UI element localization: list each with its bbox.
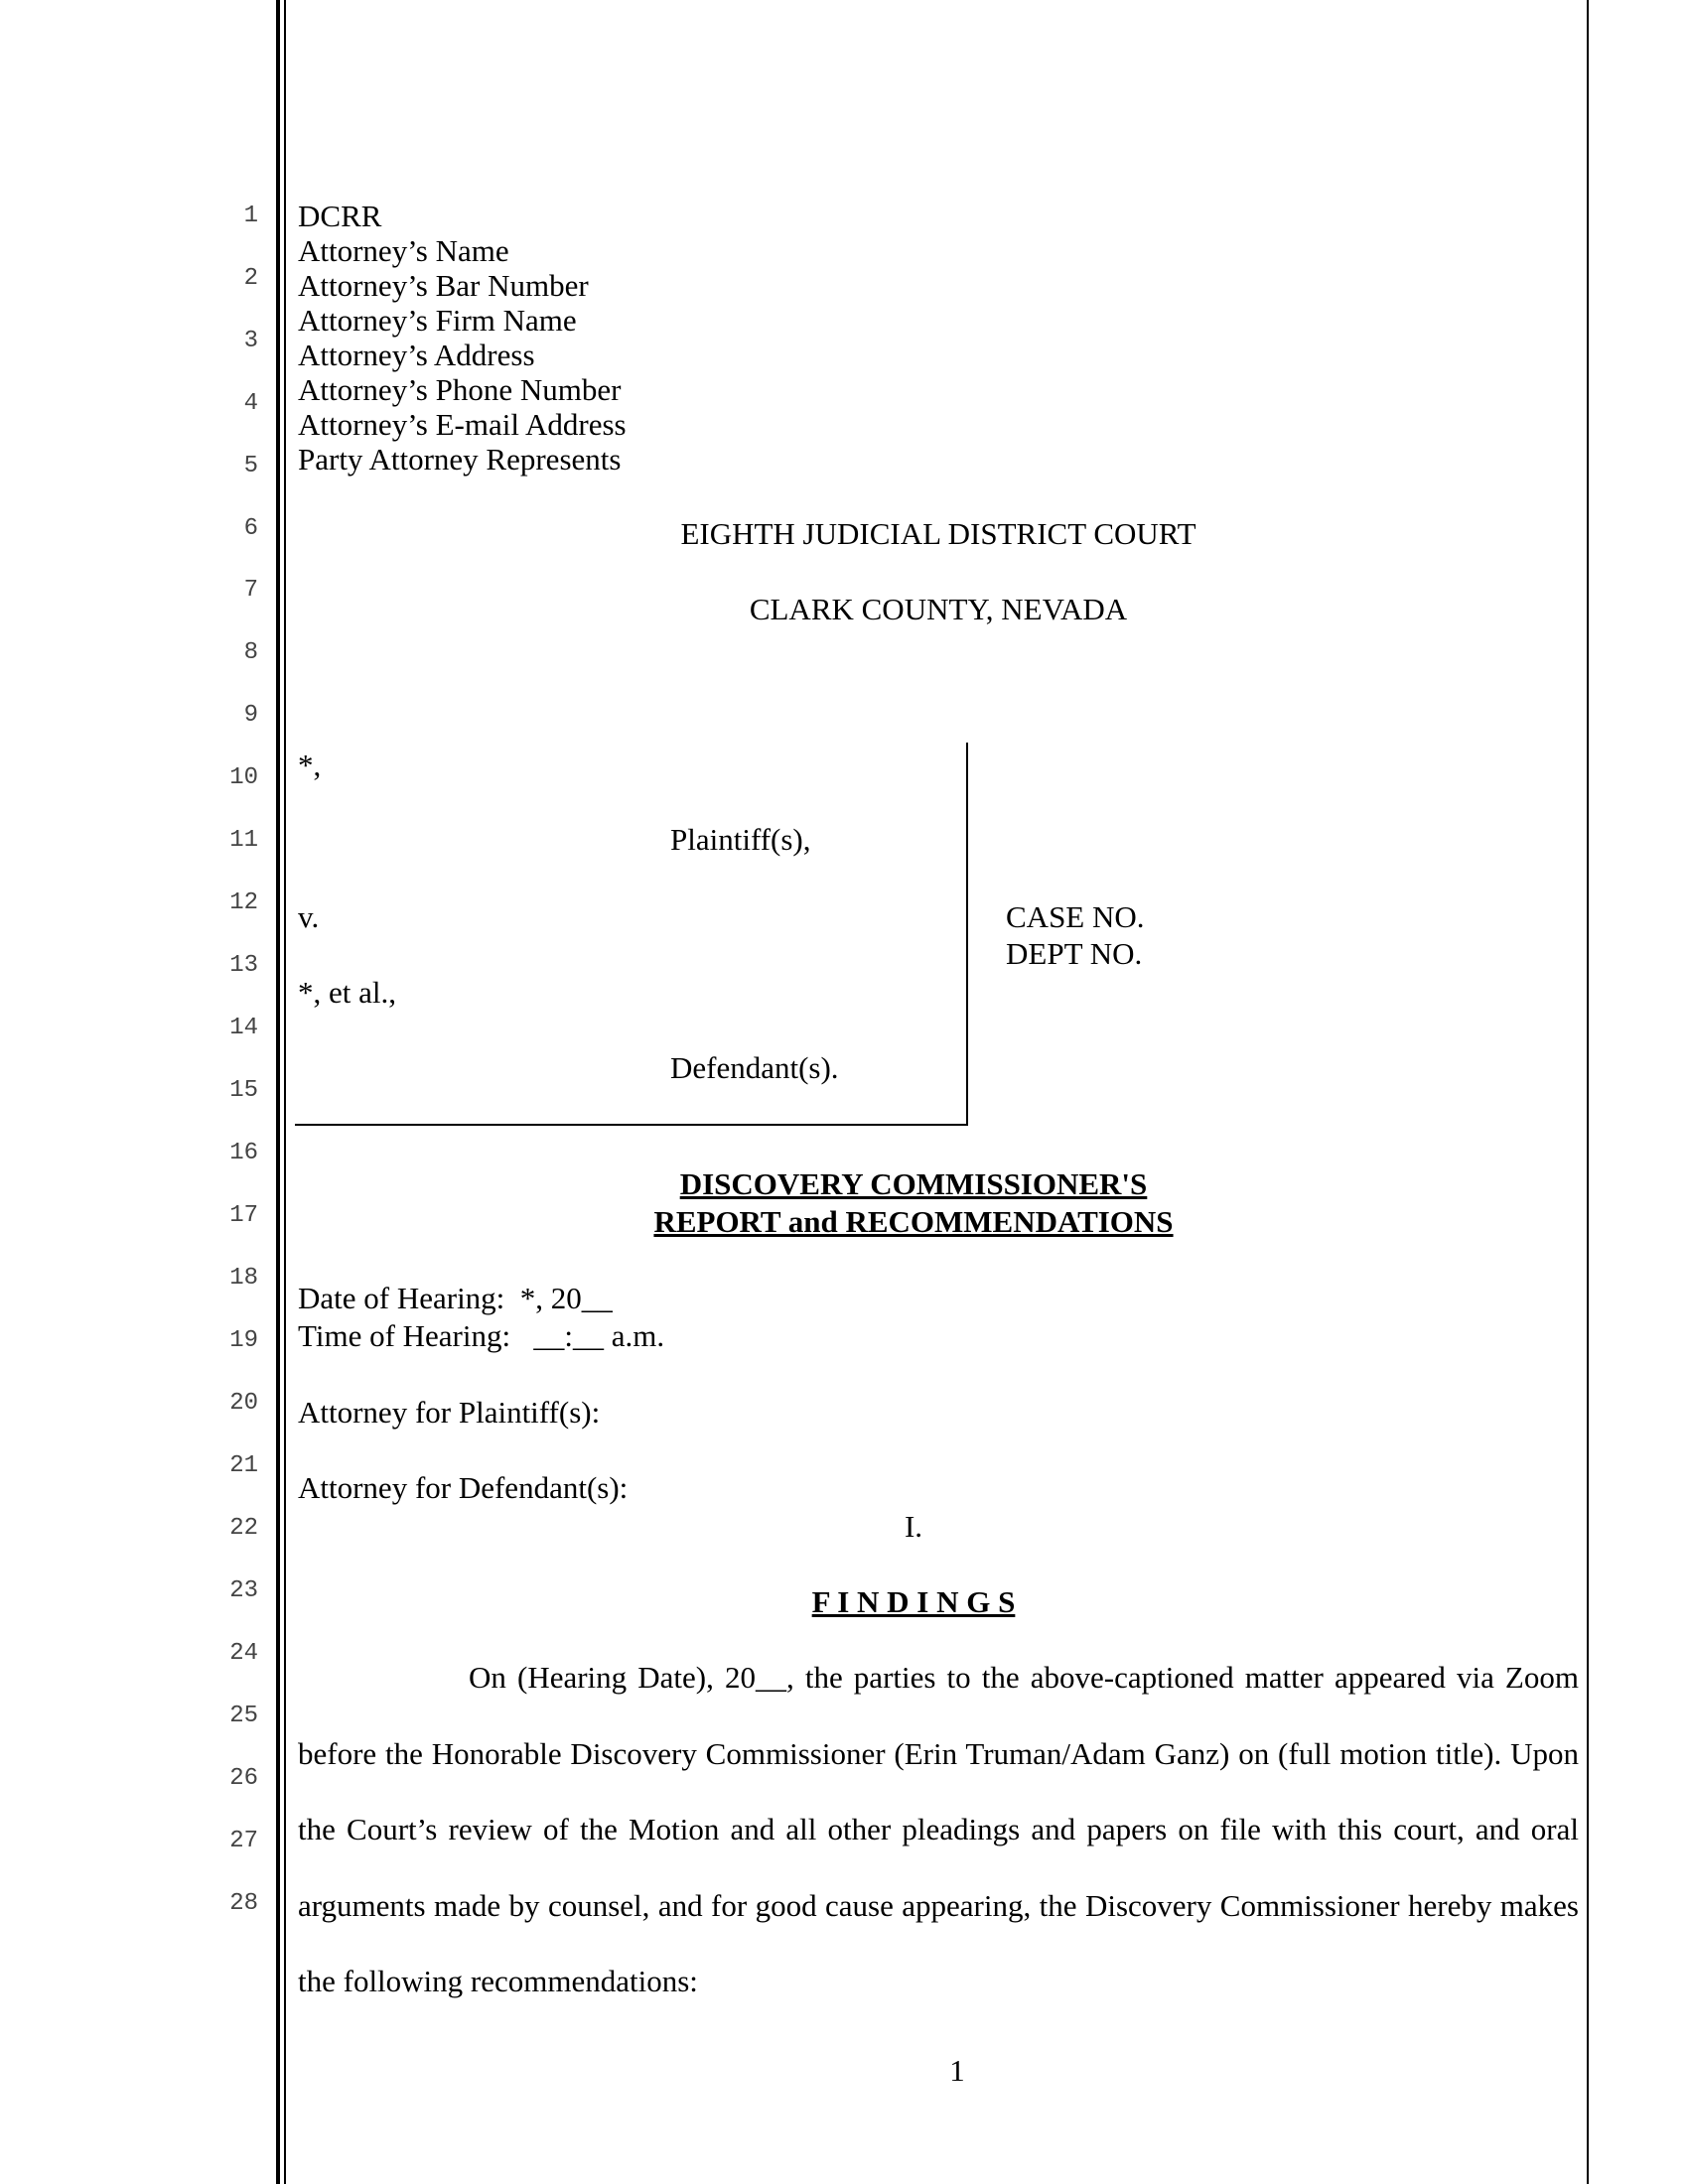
line-number: 27 [229, 1828, 258, 1854]
left-margin-rule-outer [276, 0, 280, 2184]
defendant-label: Defendant(s). [670, 1050, 839, 1085]
document-title-line-1: DISCOVERY COMMISSIONER'S [679, 1166, 1148, 1201]
attorney-phone: Attorney’s Phone Number [298, 372, 622, 407]
left-margin-rule-inner [284, 0, 286, 2184]
line-number: 14 [229, 1015, 258, 1041]
line-number: 10 [229, 764, 258, 791]
right-margin-rule [1587, 0, 1589, 2184]
line-number: 12 [229, 889, 258, 916]
attorney-email: Attorney’s E-mail Address [298, 407, 627, 442]
case-number-label: CASE NO. [1006, 899, 1145, 934]
line-number: 16 [229, 1140, 258, 1166]
line-number: 26 [229, 1765, 258, 1792]
plaintiff-label: Plaintiff(s), [670, 822, 811, 857]
line-number: 22 [229, 1515, 258, 1542]
line-number: 24 [229, 1640, 258, 1667]
attorney-name: Attorney’s Name [298, 233, 509, 268]
line-number: 21 [229, 1452, 258, 1479]
findings-text: On (Hearing Date), 20__, the parties to the above-captioned matter appeared via Zoom before the Honorable Discovery Commissioner (Erin Truman/Adam Ganz) on (full motion title). Upon the Court’s review of the Motion and all other pleadings and papers on file with this court, and oral arguments made by counsel, and for good cause appearing, the Discovery Commissioner hereby makes the following recommendations: [298, 1660, 1579, 1998]
caption-vertical-rule [966, 743, 968, 1126]
document-code: DCRR [298, 199, 382, 233]
line-number: 28 [229, 1890, 258, 1917]
line-number: 5 [243, 453, 258, 479]
line-number: 7 [243, 577, 258, 604]
versus: v. [298, 899, 320, 934]
caption-bottom-rule [295, 1124, 968, 1126]
attorney-bar-number: Attorney’s Bar Number [298, 268, 589, 303]
line-number: 20 [229, 1390, 258, 1417]
line-number: 2 [243, 265, 258, 292]
page-number: 1 [949, 2053, 965, 2088]
attorney-address: Attorney’s Address [298, 338, 535, 372]
hearing-time: Time of Hearing: __:__ a.m. [298, 1318, 665, 1353]
line-number: 9 [243, 702, 258, 729]
dept-number-label: DEPT NO. [1006, 936, 1143, 971]
line-number: 25 [229, 1703, 258, 1729]
line-number: 19 [229, 1327, 258, 1354]
attorney-for-plaintiff: Attorney for Plaintiff(s): [298, 1395, 601, 1430]
party-represented: Party Attorney Represents [298, 442, 622, 477]
line-number: 15 [229, 1077, 258, 1104]
hearing-date: Date of Hearing: *, 20__ [298, 1281, 613, 1315]
findings-heading: F I N D I N G S [811, 1584, 1016, 1619]
line-number: 17 [229, 1202, 258, 1229]
court-name: EIGHTH JUDICIAL DISTRICT COURT [680, 516, 1196, 551]
line-number: 6 [243, 515, 258, 542]
findings-paragraph [298, 1640, 1579, 2020]
attorney-for-defendant: Attorney for Defendant(s): [298, 1470, 629, 1505]
plaintiff-name: *, [298, 748, 322, 782]
line-number: 18 [229, 1265, 258, 1292]
attorney-firm-name: Attorney’s Firm Name [298, 303, 577, 338]
line-number: 1 [243, 203, 258, 229]
court-county: CLARK COUNTY, NEVADA [749, 592, 1128, 626]
document-title-line-2: REPORT and RECOMMENDATIONS [653, 1204, 1174, 1239]
line-number: 23 [229, 1577, 258, 1604]
line-number: 13 [229, 952, 258, 979]
defendant-name: *, et al., [298, 975, 396, 1010]
section-numeral: I. [904, 1509, 923, 1544]
line-number: 3 [243, 328, 258, 354]
line-number: 4 [243, 390, 258, 417]
line-number: 11 [229, 827, 258, 854]
line-number: 8 [243, 639, 258, 666]
